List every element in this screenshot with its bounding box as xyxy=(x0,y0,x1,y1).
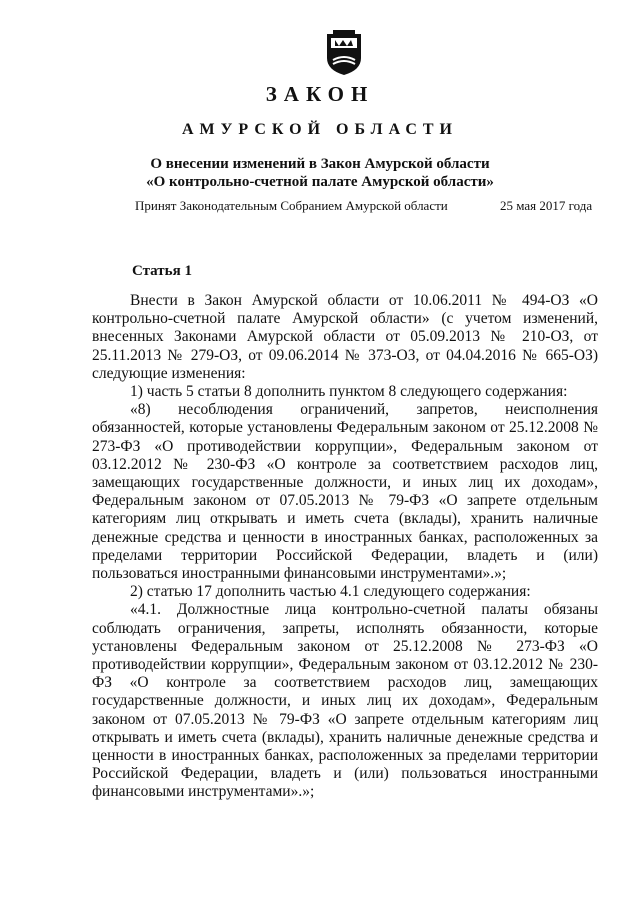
law-heading xyxy=(0,155,640,191)
document-subtitle: АМУРСКОЙ ОБЛАСТИ xyxy=(182,121,458,138)
law-heading-line-1: О внесении изменений в Закон Амурской области xyxy=(150,156,490,172)
paragraph: Внести в Закон Амурской области от 10.06.2011 № 494-ОЗ «О контрольно-счетной палате Амурской области» (с учетом изменений, внесенных Законами Амурской области от 05.09.2013 № 210-ОЗ, от 25.11.2013 № 279-ОЗ, от 09.06.2014 № 373-ОЗ, от 04.04.2016 № 665-ОЗ) следующие изменения: xyxy=(92,292,598,382)
article-title: Статья 1 xyxy=(132,263,192,279)
paragraph: «8) несоблюдения ограничений, запретов, неисполнения обязанностей, которые установлены Федеральным законом от 25.12.2008 № 273-ФЗ «О противодействии коррупции», Федеральным законом от 03.12.2012 № 230-ФЗ «О контроле за соответствием расходов лиц, замещающих государственные должности, и иных лиц их доходам», Федеральным законом от 07.05.2013 № 79-ФЗ «О запрете отдельным категориям лиц открывать и иметь счета (вклады), хранить наличные денежные средства и ценности в иностранных банках, расположенных за пределами территории Российской Федерации, владеть и (или) пользоваться иностранными финансовыми инструментами».»; xyxy=(92,401,598,583)
article-body xyxy=(92,292,598,802)
paragraph: 2) статью 17 дополнить частью 4.1 следующего содержания: xyxy=(130,583,531,601)
paragraph: 1) часть 5 статьи 8 дополнить пунктом 8 следующего содержания: xyxy=(130,383,568,401)
paragraph: «4.1. Должностные лица контрольно-счетной палаты обязаны соблюдать ограничения, запреты, исполнять обязанности, которые установлены Федеральным законом от 25.12.2008 № 273-ФЗ «О противодействии коррупции», Федеральным законом от 03.12.2012 № 230-ФЗ «О контроле за соответствием расходов лиц, замещающих государственные должности, и иных лиц их доходам», Федеральным законом от 07.05.2013 № 79-ФЗ «О запрете отдельным категориям лиц открывать и иметь счета (вклады), хранить наличные денежные средства и ценности в иностранных банках, расположенных за пределами территории Российской Федерации, владеть и (или) пользоваться иностранными финансовыми инструментами».»; xyxy=(92,601,598,801)
adoption-note: Принят Законодательным Собранием Амурской области xyxy=(135,198,448,213)
coat-of-arms-icon xyxy=(325,30,363,76)
adoption-date: 25 мая 2017 года xyxy=(500,198,593,213)
document-title: ЗАКОН xyxy=(265,82,375,106)
law-heading-line-2: «О контрольно-счетной палате Амурской области» xyxy=(146,174,494,190)
